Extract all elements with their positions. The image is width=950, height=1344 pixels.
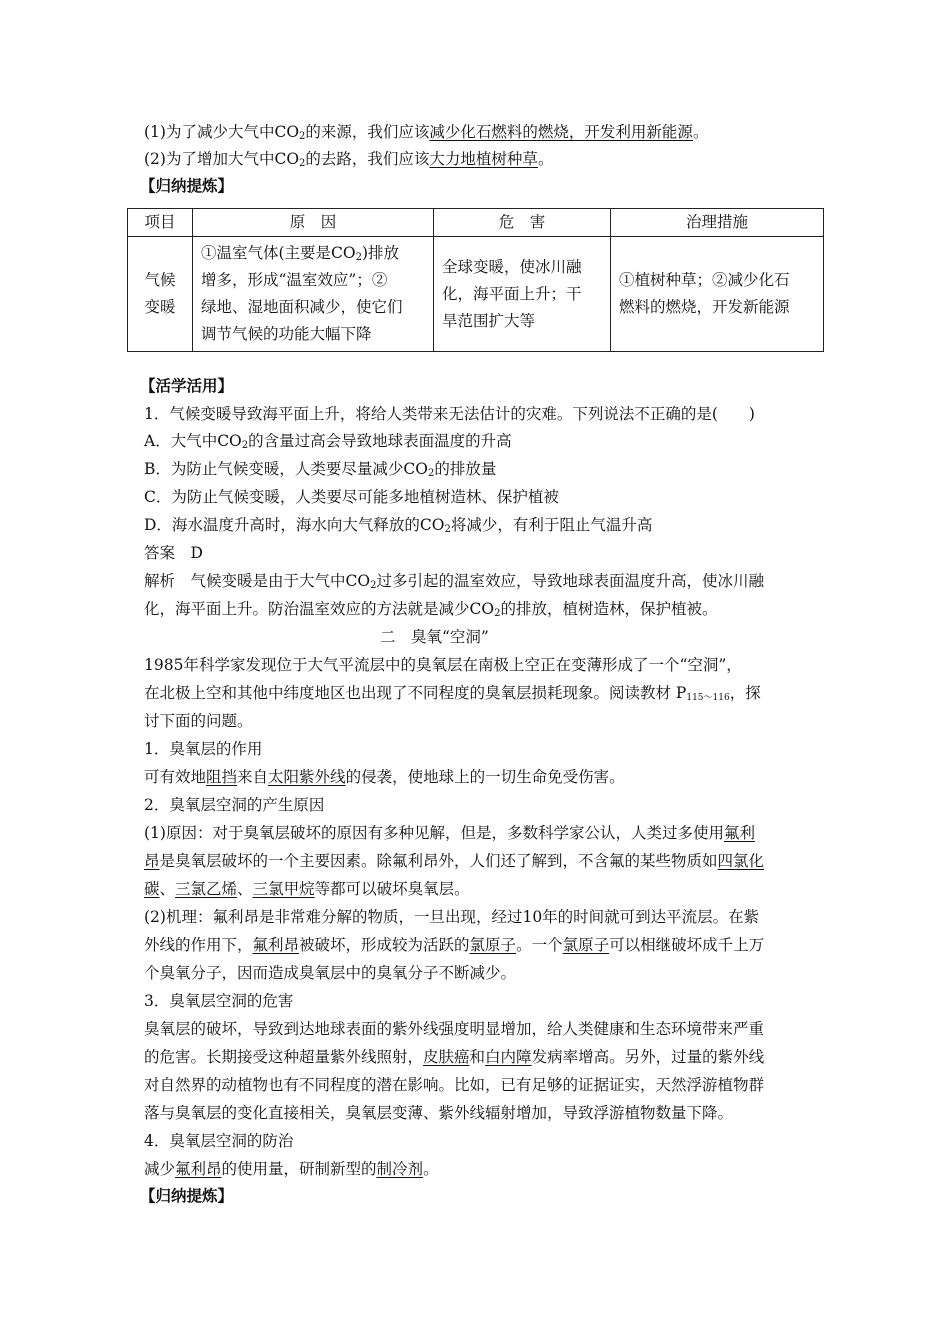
section-title: 二 臭氧“空洞”	[380, 628, 489, 646]
subsection-2-line-1	[144, 820, 755, 846]
subscript: 2	[299, 131, 306, 142]
text: 过多引起的温室效应，导致地球表面温度升高，使冰川融	[376, 572, 764, 590]
subscript: 2	[444, 524, 451, 535]
subsection-3-line-4: 落与臭氧层的变化直接相关，臭氧层变薄、紫外线辐射增加，导致浮游植物数量下降。	[144, 1104, 734, 1122]
text: A．大气中CO	[144, 432, 242, 450]
text: 绿地、湿地面积减少，使它们	[201, 298, 403, 316]
text: 可以相继破坏成千上万	[609, 936, 765, 954]
subsection-3-line-2	[144, 1044, 764, 1070]
underlined-answer: 大力地植树种草	[429, 150, 538, 168]
subsection-2-line-4: (2)机理：氟利昂是非常难分解的物质，一旦出现，经过10年的时间就可到达平流层。在紫	[144, 908, 760, 926]
table-header-row	[128, 209, 824, 237]
analysis-line-1	[144, 568, 764, 594]
underlined-answer: 氟利	[723, 824, 755, 842]
analysis-line-2	[144, 596, 717, 622]
text: 解析 气候变暖是由于大气中CO	[144, 572, 371, 590]
text: 的含量过高会导致地球表面温度的升高	[248, 432, 512, 450]
text: 的去路，我们应该	[305, 150, 430, 168]
text: 气候	[144, 271, 176, 289]
subscript: 2	[299, 158, 306, 169]
text: 是臭氧层破坏的一个主要因素。除氟利昂外，人们还了解到，不含氟的某些物质如	[159, 852, 718, 870]
underlined-answer: 阻挡	[206, 768, 238, 786]
subsection-1-title: 1．臭氧层的作用	[144, 740, 263, 758]
table-cell-cause	[193, 237, 434, 352]
text: 、	[237, 880, 253, 898]
text: 可有效地	[144, 768, 207, 786]
text: 。	[537, 150, 554, 168]
subsection-4-title: 4．臭氧层空洞的防治	[144, 1132, 294, 1150]
underlined-answer: 氯原子	[469, 936, 517, 954]
subsection-2-title: 2．臭氧层空洞的产生原因	[144, 796, 325, 814]
text: 全球变暖，使冰川融	[442, 257, 582, 276]
underlined-answer: 制冷剂	[376, 1160, 424, 1178]
section-intro-1: 1985年科学家发现位于大气平流层中的臭氧层在南极上空正在变薄形成了一个“空洞”，	[144, 656, 742, 674]
text: 外线的作用下，	[144, 936, 253, 954]
intro-line-1	[144, 119, 708, 145]
subsection-3-line-3: 对自然界的动植物也有不同程度的潜在影响。比如，已有足够的证据证实，天然浮游植物群	[144, 1076, 765, 1094]
option-c: C．为防止气候变暖，人类要尽可能多地植树造林、保护植被	[144, 488, 559, 506]
text: 的侵袭，使地球上的一切生命免受伤害。	[345, 768, 625, 786]
table-cell-harm	[434, 237, 611, 352]
section-intro-3: 讨下面的问题。	[144, 712, 253, 730]
table-header-cell: 项目	[128, 209, 193, 237]
intro-line-2	[144, 146, 553, 172]
summary-heading-2: 【归纳提炼】	[140, 1186, 234, 1205]
text: 来自	[237, 768, 269, 786]
text: 。	[692, 123, 709, 141]
subscript: 2	[370, 580, 377, 591]
underlined-answer: 氟利昂	[252, 936, 300, 954]
text: 的排放，植树造林，保护植被。	[500, 600, 718, 618]
text: 的使用量，研制新型的	[221, 1160, 377, 1178]
text: 和	[469, 1048, 486, 1066]
option-d	[144, 512, 652, 538]
underlined-answer: 碳	[144, 880, 160, 898]
text: ①温室气体(主要是CO	[201, 244, 356, 262]
text: ①植树种草；②减少化石	[619, 271, 790, 289]
subsection-1-text	[144, 764, 625, 790]
table-cell-measures	[611, 237, 824, 352]
text: 的来源，我们应该	[305, 123, 430, 141]
text: 调节气候的功能大幅下降	[201, 325, 372, 343]
subsection-4-text	[144, 1156, 439, 1182]
subsection-2-line-6: 个臭氧分子，因而造成臭氧层中的臭氧分子不断减少。	[144, 964, 517, 982]
text: 等都可以破坏臭氧层。	[314, 880, 470, 898]
subsection-2-line-3	[144, 876, 470, 902]
practice-question: 1．气候变暖导致海平面上升，将给人类带来无法估计的灾难。下列说法不正确的是( )	[144, 405, 755, 423]
text: (1)为了减少大气中CO	[144, 123, 300, 141]
text: 变暖	[144, 298, 176, 316]
underlined-answer: 三氯甲烷	[252, 880, 315, 898]
text: ，探	[729, 684, 761, 702]
text: 减少	[144, 1160, 176, 1178]
summary-heading-1: 【归纳提炼】	[140, 176, 234, 195]
text: 化，海平面上升；干	[442, 284, 582, 303]
text: 在北极上空和其他中纬度地区也出现了不同程度的臭氧层损耗现象。阅读教材 P	[144, 684, 687, 702]
subscript: 2	[355, 252, 362, 263]
subsection-2-line-2	[144, 848, 764, 874]
text: 。	[423, 1160, 439, 1178]
underlined-answer: 皮肤癌	[423, 1048, 470, 1066]
subscript: 2	[494, 608, 501, 619]
text: (1)原因：对于臭氧层破坏的原因有多种见解，但是，多数科学家公认，人类过多使用	[144, 824, 724, 842]
text: 增多，形成“温室效应”；②	[201, 271, 388, 289]
subscript: 2	[427, 468, 435, 479]
underlined-answer: 氯原子	[562, 936, 610, 954]
text: 旱范围扩大等	[442, 311, 536, 330]
text: 的危害。长期接受这种超量紫外线照射，	[144, 1048, 424, 1066]
underlined-answer: 白内障	[485, 1048, 532, 1066]
practice-heading: 【活学活用】	[140, 376, 234, 395]
text: )排放	[362, 244, 400, 262]
option-a	[144, 428, 512, 454]
underlined-answer: 减少化石燃料的燃烧，开发利用新能源	[429, 123, 693, 141]
text: B．为防止气候变暖，人类要尽量减少CO	[144, 460, 428, 478]
underlined-answer: 三氯乙烯	[175, 880, 238, 898]
section-intro-2	[144, 680, 761, 706]
option-b	[144, 456, 496, 482]
underlined-answer: 四氯化	[717, 852, 765, 870]
text: 、	[159, 880, 176, 898]
text: 被破坏，形成较为活跃的	[299, 936, 470, 954]
text: (2)为了增加大气中CO	[144, 150, 300, 168]
table-header-cell: 原 因	[193, 209, 434, 237]
subsection-3-line-1: 臭氧层的破坏，导致到达地球表面的紫外线强度明显增加，给人类健康和生态环境带来严重	[144, 1020, 765, 1038]
underlined-answer: 氟利昂	[175, 1160, 222, 1178]
subsection-3-title: 3．臭氧层空洞的危害	[144, 992, 294, 1010]
underlined-answer: 昂	[144, 852, 160, 870]
text: 化，海平面上升。防治温室效应的方法就是减少CO	[144, 600, 495, 618]
text: 将减少，有利于阻止气温升高	[450, 516, 653, 534]
table-cell-item	[128, 237, 193, 352]
subscript: 115～116	[686, 693, 730, 703]
subsection-2-line-5	[144, 932, 764, 958]
text: 发病率增高。另外，过量的紫外线	[531, 1048, 765, 1066]
answer: 答案 D	[144, 544, 203, 562]
underlined-answer: 太阳紫外线	[268, 768, 346, 786]
text: 燃料的燃烧，开发新能源	[619, 298, 790, 316]
table-header-cell: 治理措施	[611, 209, 824, 237]
table-row	[128, 237, 824, 352]
text: 的排放量	[434, 460, 497, 478]
subscript: 2	[241, 440, 249, 451]
text: 。一个	[516, 936, 563, 954]
summary-table	[127, 208, 824, 352]
table-header-cell: 危 害	[434, 209, 611, 237]
text: D．海水温度升高时，海水向大气释放的CO	[144, 516, 445, 534]
